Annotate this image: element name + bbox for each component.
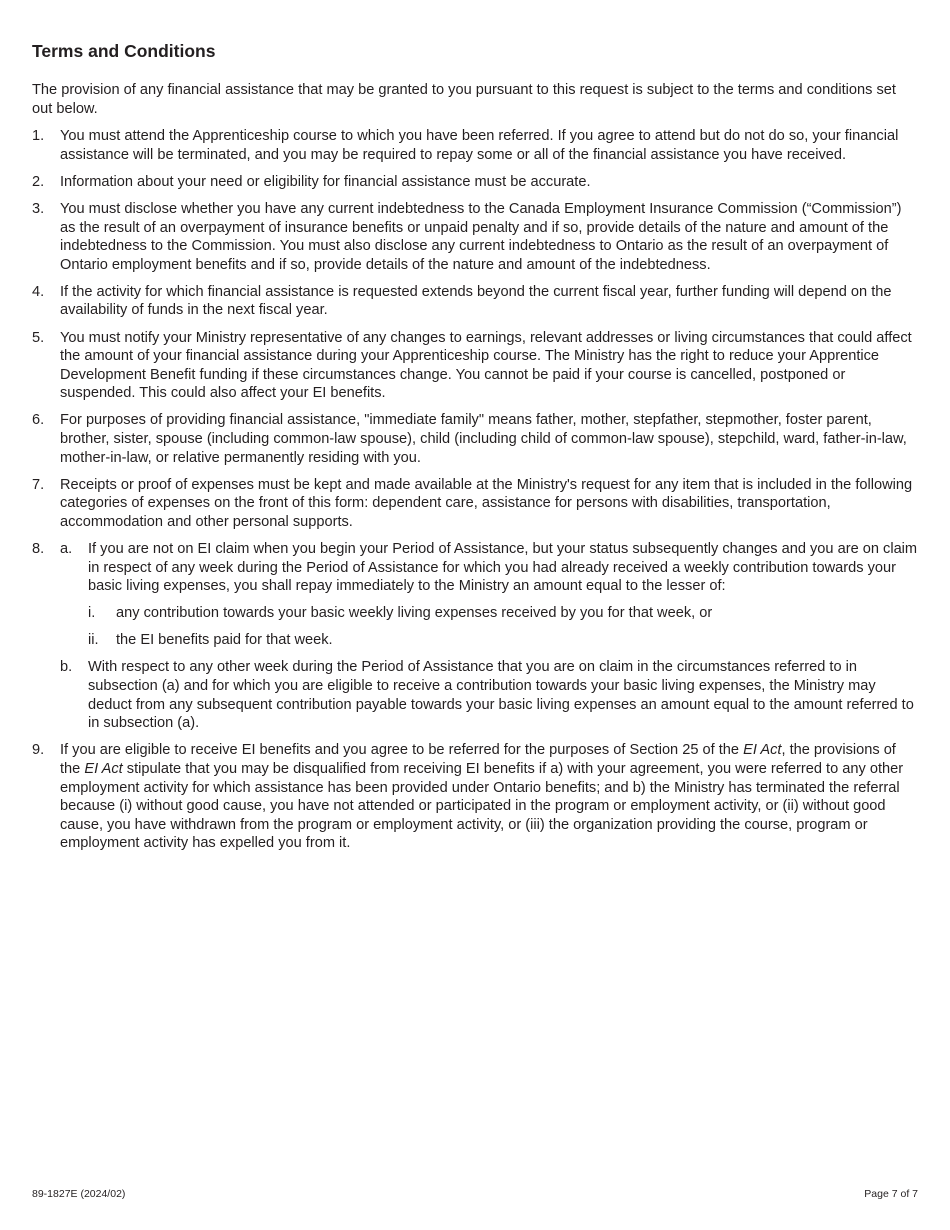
intro-paragraph: The provision of any financial assistance that may be granted to you pursuant to this request is subject to the terms and conditions set out below. bbox=[32, 82, 896, 117]
page-title: Terms and Conditions bbox=[32, 41, 216, 61]
item-number: 6. bbox=[32, 412, 45, 429]
list-item-4 bbox=[32, 283, 918, 320]
subsection-a bbox=[60, 540, 918, 650]
item-text: You must disclose whether you have any current indebtedness to the Canada Employment Insurance Commission (“Commission”) as the result of an overpayment of insurance benefits or unpaid penalty and if so, provide details of the nature and amount of the indebtedness to the Commission. You must also disclose any current indebtedness to Ontario as the result of an overpayment of Ontario employment benefits and if so, provide details of the nature and amount of the indebtedness. bbox=[60, 200, 902, 273]
act-name: EI Act bbox=[84, 760, 123, 777]
list-item-5 bbox=[32, 329, 918, 403]
item-number: 7. bbox=[32, 476, 45, 493]
clause-ii bbox=[88, 631, 918, 650]
subsection-text: With respect to any other week during the Period of Assistance that you are on claim in the circumstances referred to in subsection (a) and for which you are eligible to receive a contribution towards your basic living expenses, the Ministry may deduct from any subsequent contribution payable towards your basic living expenses an amount equal to the amount referred to in subsection (a). bbox=[88, 659, 914, 732]
item-number: 3. bbox=[32, 200, 45, 217]
item-text: Receipts or proof of expenses must be kept and made available at the Ministry's request for any item that is included in the following categories of expenses on the front of this form: dependent care, assistance for persons with disabilities, transportation, accommodation and other personal supports. bbox=[60, 476, 913, 530]
form-number: 89-1827E (2024/02) bbox=[32, 1188, 126, 1200]
item-9-text-part2: , the provisions of the bbox=[60, 742, 896, 777]
item-text: You must attend the Apprenticeship course to which you have been referred. If you agree to attend but do not do so, your financial assistance will be terminated, and you may be required to repay some or all of the financial assistance you have received. bbox=[60, 128, 899, 163]
item-text bbox=[60, 741, 918, 853]
clause-text: any contribution towards your basic weekly living expenses received by you for that week, or bbox=[116, 605, 713, 622]
item-number: 4. bbox=[32, 283, 45, 300]
act-name: EI Act bbox=[743, 742, 782, 759]
item-9-text-part1: If you are eligible to receive EI benefits and you agree to be referred for the purposes of Section 25 of the bbox=[60, 742, 744, 759]
subsection-text: If you are not on EI claim when you begin your Period of Assistance, but your status subsequently changes and you are on claim in respect of any week during the Period of Assistance for which you had already received a weekly contribution towards your basic living expenses, you shall repay immediately to the Ministry an amount equal to the lesser of: bbox=[88, 540, 918, 595]
list-item-1 bbox=[32, 127, 918, 164]
clause-label: ii. bbox=[88, 632, 99, 649]
subsection-a-body bbox=[88, 540, 918, 650]
item-text: For purposes of providing financial assistance, "immediate family" means father, mother, stepfather, stepmother, foster parent, brother, sister, spouse (including common-law spouse), child (including child of common-law spouse), stepchild, ward, father-in-law, mother-in-law, or relative permanently residing with you. bbox=[60, 412, 907, 466]
clause-i bbox=[88, 604, 918, 623]
clause-text: the EI benefits paid for that week. bbox=[116, 632, 333, 649]
item-number: 5. bbox=[32, 329, 45, 346]
subsection-b bbox=[60, 658, 918, 732]
list-item-8 bbox=[32, 540, 918, 733]
list-item-3 bbox=[32, 200, 918, 274]
page-number: Page 7 of 7 bbox=[864, 1188, 918, 1200]
item-text: You must notify your Ministry representative of any changes to earnings, relevant addresses or living circumstances that could affect the amount of your financial assistance during your Apprenticeship course. The Ministry has the right to reduce your Apprentice Development Benefit funding if these circumstances change. You cannot be paid if your course is cancelled, postponed or suspended. This could also affect your EI benefits. bbox=[60, 329, 912, 402]
list-item-6 bbox=[32, 411, 918, 467]
terms-page bbox=[32, 40, 918, 861]
item-number: 1. bbox=[32, 128, 45, 145]
list-item-7 bbox=[32, 476, 918, 532]
clause-label: i. bbox=[88, 605, 96, 622]
item-number: 2. bbox=[32, 173, 45, 190]
item-text: Information about your need or eligibility for financial assistance must be accurate. bbox=[60, 173, 591, 190]
list-item-9 bbox=[32, 741, 918, 853]
item-number: 9. bbox=[32, 742, 45, 759]
item-9-text-part3: stipulate that you may be disqualified from receiving EI benefits if a) with your agreement, you were referred to any other employment activity for which assistance has been provided under Ontario benefits; and b) the Ministry has terminated the referral because (i) without good cause, you have not attended or participated in the program or employment activity, or (ii) without good cause, you have withdrawn from the program or employment activity, or (iii) the organization providing the course, program or employment activity has expelled you from it. bbox=[60, 760, 904, 852]
item-number: 8. bbox=[32, 540, 45, 557]
subsection-label: a. bbox=[60, 540, 73, 557]
list-item-2 bbox=[32, 173, 918, 192]
item-text: If the activity for which financial assistance is requested extends beyond the current fiscal year, further funding will depend on the availability of funds in the next fiscal year. bbox=[60, 283, 892, 319]
item-8-body bbox=[60, 540, 918, 733]
subsection-label: b. bbox=[60, 659, 73, 676]
